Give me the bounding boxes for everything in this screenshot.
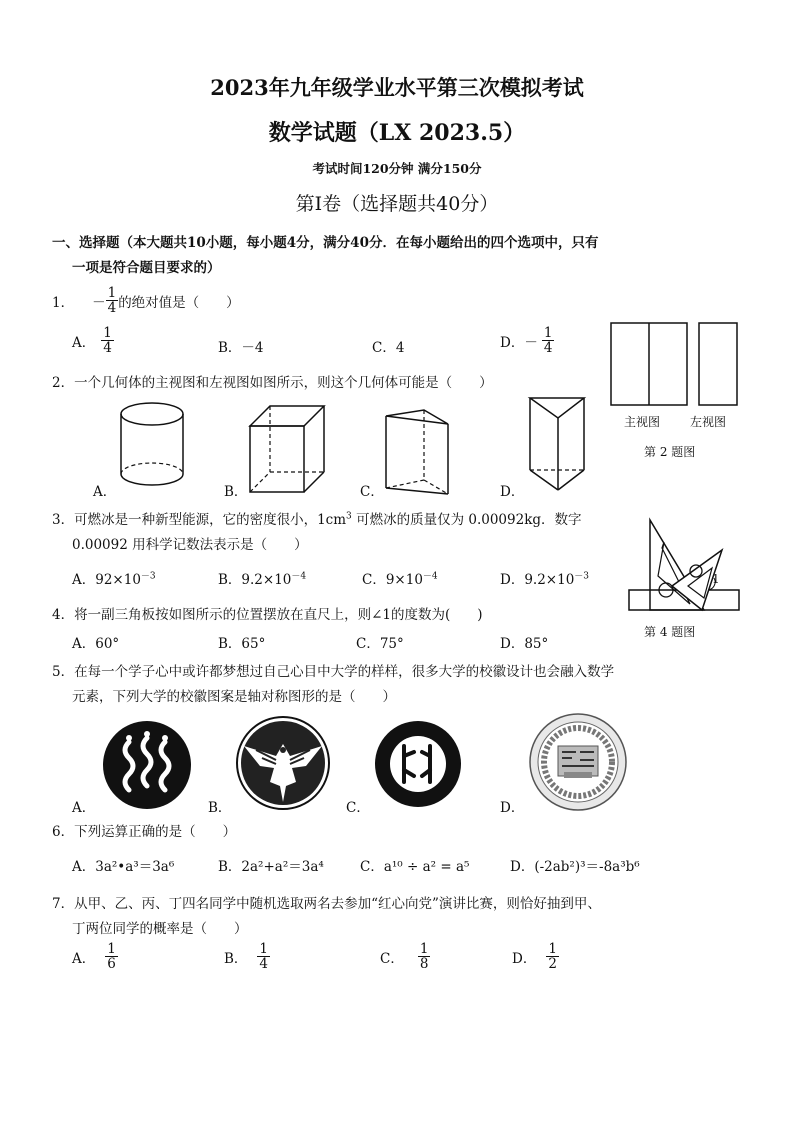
- q1-option-d: [500, 326, 554, 355]
- front-view-label: 主视图: [624, 415, 661, 429]
- q4-option-b: B．65°: [218, 636, 266, 652]
- prism-figure-d: [528, 396, 586, 492]
- emblem-a-waves: [102, 720, 192, 810]
- q1-option-b: B．－4: [218, 340, 264, 356]
- q1-option-c: C．4: [372, 340, 405, 356]
- q5-option-a: A．: [72, 800, 96, 816]
- q7-option-d: D． $\frac{1}{2}$: [512, 941, 557, 973]
- q1-a-num: 1: [103, 325, 112, 341]
- q1-frac-num: 1: [107, 285, 117, 301]
- exam-title: 2023年九年级学业水平第三次模拟考试: [210, 75, 584, 100]
- q2-option-c: C．: [360, 484, 384, 500]
- q2-option-a: A．: [93, 484, 117, 500]
- q6-option-b: B．2a²+a²＝3a⁴: [218, 859, 324, 875]
- q5-option-b: B．: [208, 800, 232, 816]
- q1-neg-sign: －: [92, 294, 106, 311]
- exam-subtitle: 数学试题（LX 2023.5）: [268, 120, 526, 146]
- question-7-line2: 丁两位同学的概率是（ ）: [72, 921, 248, 937]
- q1-d-label: D．－: [500, 334, 538, 351]
- volume-title: 第Ⅰ卷（选择题共40分）: [295, 193, 499, 215]
- section-heading-line1: 一、选择题（本大题共10小题，每小题4分，满分40分．在每小题给出的四个选项中，只有: [52, 235, 599, 251]
- q3-option-b: B．$9.2\times 10^{-4}$: [218, 571, 307, 588]
- question-3-line1: [52, 508, 582, 528]
- q3-option-d: D．$9.2\times 10^{-3}$: [500, 571, 590, 588]
- q2-option-d: D．: [500, 484, 525, 500]
- q2-three-view-figure: [610, 322, 740, 407]
- left-view-rect: [699, 323, 737, 405]
- q1-d-num: 1: [543, 325, 553, 341]
- q7-option-a: A． $\frac{1}{6}$: [72, 941, 116, 973]
- question-7-line1: 7．从甲、乙、丙、丁四名同学中随机选取两名去参加“红心向党”演讲比赛，则恰好抽到甲、: [52, 896, 601, 912]
- cylinder-figure: [118, 400, 188, 492]
- question-4: 4．将一副三角板按如图所示的位置摆放在直尺上，则∠1的度数为( ): [52, 607, 483, 623]
- q4-option-d: D．85°: [500, 636, 549, 652]
- q3-line1-a: 3．可燃冰是一种新型能源，它的密度很小，1cm: [52, 512, 347, 528]
- q3-line1-b: 可燃冰的质量仅为 0.00092kg．数字: [351, 512, 582, 528]
- exam-info: 考试时间120分钟 满分150分: [312, 161, 482, 176]
- q1-option-a: [72, 326, 114, 355]
- q6-option-a: A．3a²•a³＝3a⁶: [72, 859, 175, 875]
- q7-option-b: B． $\frac{1}{4}$: [224, 941, 269, 973]
- q1-a-fraction: [101, 326, 114, 355]
- question-5-line1: 5．在每一个学子心中或许都梦想过自己心目中大学的样样，很多大学的校徽设计也会融入数学: [52, 664, 615, 680]
- q6-option-c: C．a¹⁰ ÷ a² = a⁵: [360, 859, 470, 875]
- section-heading-line2: 一项是符合题目要求的）: [72, 260, 221, 276]
- emblem-d-gear: [528, 712, 628, 812]
- q5-option-c: C．: [346, 800, 370, 816]
- angle-1-label: 1: [712, 572, 720, 586]
- question-5-line2: 元素，下列大学的校徽图案是轴对称图形的是（ ）: [72, 689, 396, 705]
- q7-option-c: C． $\frac{1}{8}$: [380, 941, 429, 973]
- q1-a-label: A．: [72, 334, 96, 351]
- q1-d-fraction: [542, 326, 555, 355]
- question-1: [52, 286, 240, 315]
- q4-triangle-ruler-figure: [628, 516, 742, 612]
- q2-option-b: B．: [224, 484, 248, 500]
- emblem-c-characters: [374, 720, 462, 808]
- q3-option-c: C．$9\times 10^{-4}$: [362, 571, 438, 588]
- q2-figure-caption: 第 2 题图: [644, 445, 696, 459]
- q1-text: 的绝对值是（ ）: [118, 294, 240, 311]
- prism-figure-c: [384, 410, 450, 496]
- q1-d-den: 4: [543, 340, 553, 357]
- q1-frac-den: 4: [107, 300, 117, 317]
- question-3-line2: 0.00092 用科学记数法表示是（ ）: [72, 537, 308, 553]
- q4-option-a: A．60°: [72, 636, 120, 652]
- emblem-b-eagle: [236, 716, 330, 810]
- q5-option-d: D．: [500, 800, 525, 816]
- question-6: 6．下列运算正确的是（ ）: [52, 824, 237, 840]
- q1-number: 1．: [52, 294, 75, 311]
- q1-a-den: 4: [103, 340, 112, 357]
- cuboid-figure: [248, 404, 326, 496]
- q6-option-d: D．(-2ab²)³＝-8a³b⁶: [510, 859, 640, 875]
- q1-fraction: [106, 286, 119, 315]
- q3-option-a: A．$92\times 10^{-3}$: [72, 571, 156, 588]
- left-view-label: 左视图: [690, 415, 727, 429]
- question-2: 2．一个几何体的主视图和左视图如图所示，则这个几何体可能是（ ）: [52, 375, 493, 391]
- q4-figure-caption: 第 4 题图: [644, 625, 696, 639]
- q4-option-c: C．75°: [356, 636, 404, 652]
- q3-line1-sup: 3: [346, 511, 352, 522]
